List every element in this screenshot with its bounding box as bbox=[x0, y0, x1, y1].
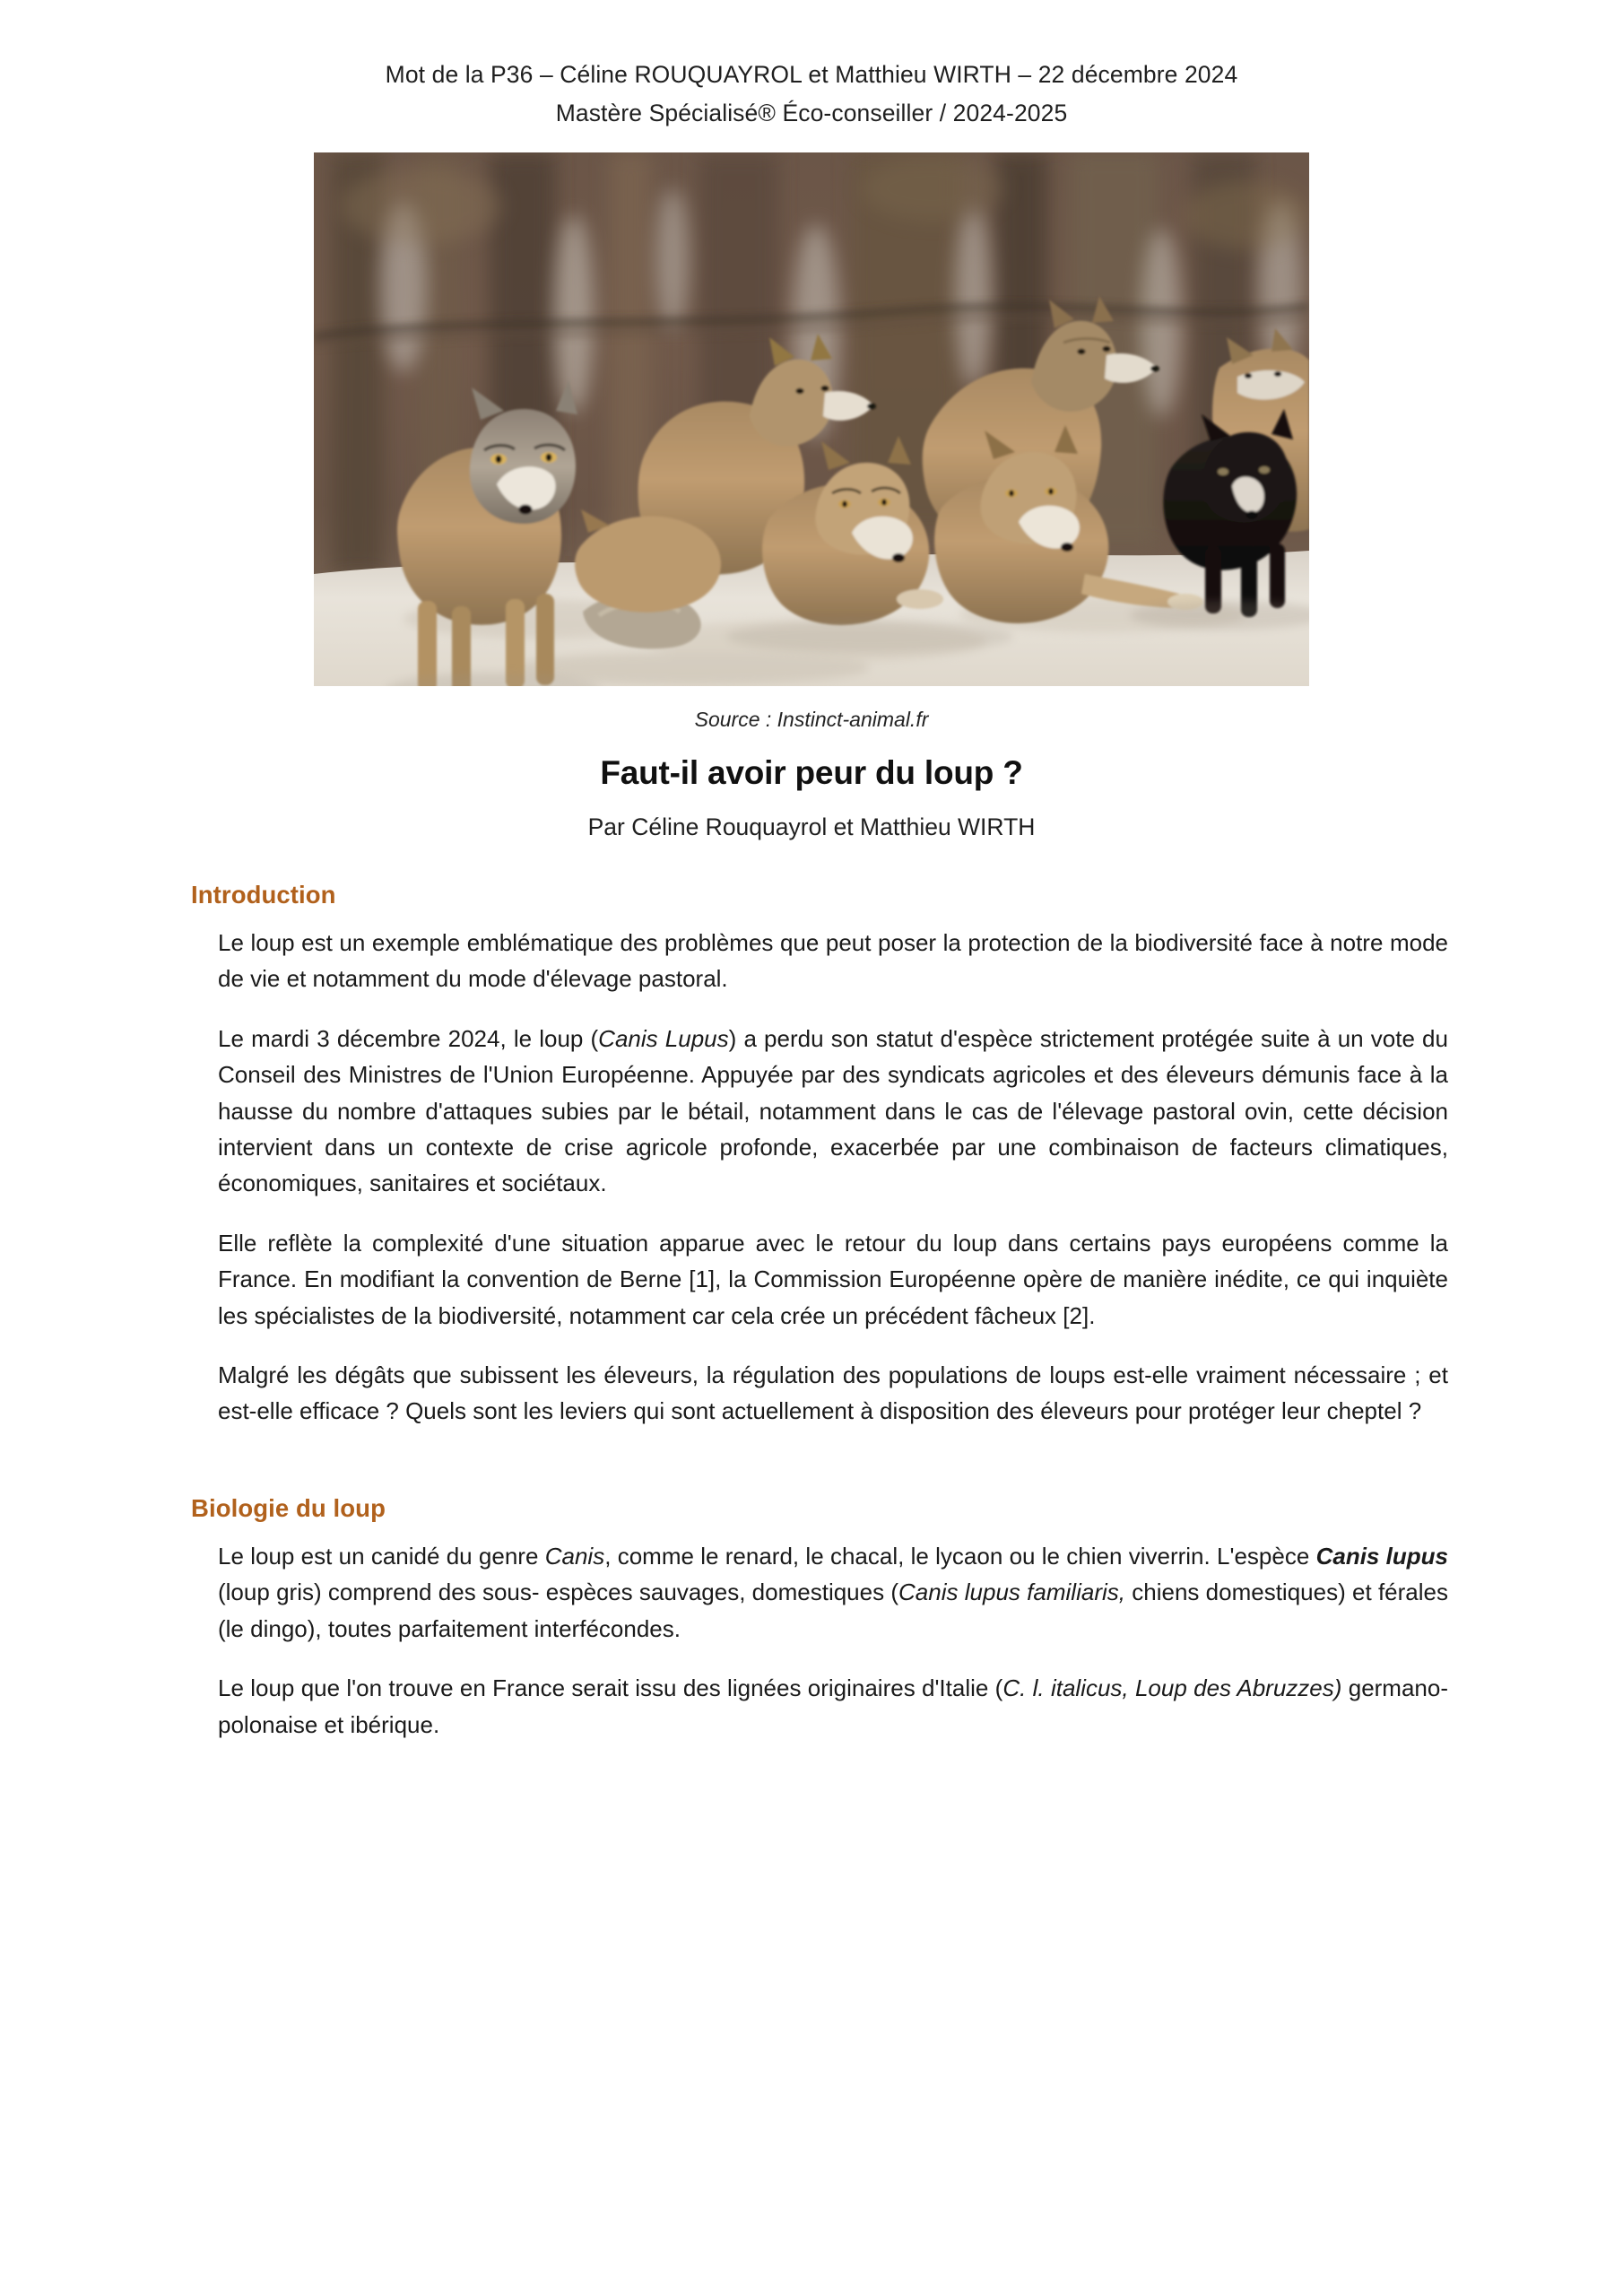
italic-run: Canis bbox=[544, 1542, 605, 1570]
header-line-authors-date: Mot de la P36 – Céline ROUQUAYROL et Matthieu WIRTH – 22 décembre 2024 bbox=[385, 61, 1238, 88]
wolf-pack-illustration bbox=[314, 152, 1309, 686]
text-run: Le loup est un canidé du genre bbox=[218, 1542, 545, 1570]
bold-italic-run: Canis lupus bbox=[1315, 1542, 1448, 1570]
text-run: Elle reflète la complexité d'une situation apparue avec le retour du loup dans certains pays européens comme la France. En modifiant la convention de Berne [1], la Commission Européenne opère de manière inédite, ce qui inquiète les spécialistes de la biodiversité, notamment car cela crée un précédent fâcheux [2]. bbox=[218, 1229, 1448, 1329]
paragraph-bio-2 bbox=[218, 1670, 1448, 1743]
figure-block bbox=[0, 152, 1623, 732]
text-run: Le mardi 3 décembre 2024, le loup ( bbox=[218, 1024, 599, 1052]
text-run: , comme le renard, le chacal, le lycaon ou le chien viverrin. L'espèce bbox=[604, 1542, 1316, 1570]
header-line-program: Mastère Spécialisé® Éco-conseiller / 2024-2025 bbox=[555, 99, 1068, 126]
paragraph-intro-2 bbox=[218, 1021, 1448, 1202]
document-header bbox=[0, 0, 1623, 133]
figure-caption: Source : Instinct-animal.fr bbox=[694, 707, 929, 731]
section-heading-biologie: Biologie du loup bbox=[191, 1493, 386, 1522]
section-introduction bbox=[191, 881, 1448, 1430]
page-title: Faut-il avoir peur du loup ? bbox=[600, 753, 1023, 791]
italic-run: Canis lupus familiaris, bbox=[898, 1578, 1125, 1606]
paragraph-bio-1 bbox=[218, 1538, 1448, 1647]
text-run: germano-polonaise et ibérique. bbox=[218, 1674, 1449, 1738]
text-run: Le loup est un exemple emblématique des problèmes que peut poser la protection de la biodiversité face à notre mode de vie et notamment du mode d'élevage pastoral. bbox=[218, 928, 1448, 993]
wolf-pack-photo bbox=[314, 152, 1309, 686]
text-run: chiens domestiques) et férales (le dingo), toutes parfaitement interfécondes. bbox=[218, 1578, 1448, 1642]
byline: Par Céline Rouquayrol et Matthieu WIRTH bbox=[587, 813, 1036, 840]
italic-run: C. l. italicus, Loup des Abruzzes) bbox=[1002, 1674, 1342, 1702]
paragraph-intro-4 bbox=[218, 1357, 1448, 1430]
text-run: Le loup que l'on trouve en France serait issu des lignées originaires d'Italie ( bbox=[218, 1674, 1003, 1702]
section-body-biologie bbox=[218, 1538, 1448, 1743]
section-heading-introduction: Introduction bbox=[191, 880, 336, 909]
section-body-introduction bbox=[218, 925, 1448, 1430]
section-spacer bbox=[191, 1430, 1448, 1494]
italic-run: Canis Lupus bbox=[598, 1024, 729, 1052]
text-run: ) a perdu son statut d'espèce strictement protégée suite à un vote du Conseil des Ministres de l'Union Européenne. Appuyée par des syndicats agricoles et des éleveurs démunis face à la hausse du nombre d'attaques subies par le bétail, notamment dans le cas de l'élevage pastoral ovin, cette décision intervient dans un contexte de crise agricole profonde, exacerbée par une combinaison de facteurs climatiques, économiques, sanitaires et sociétaux. bbox=[218, 1024, 1448, 1197]
section-biologie-du-loup bbox=[191, 1494, 1448, 1743]
paragraph-intro-1 bbox=[218, 925, 1448, 997]
text-run: (loup gris) comprend des sous- espèces sauvages, domestiques ( bbox=[218, 1578, 899, 1606]
document-body bbox=[0, 881, 1623, 1743]
paragraph-intro-3 bbox=[218, 1225, 1448, 1334]
text-run: Malgré les dégâts que subissent les éleveurs, la régulation des populations de loups est-elle vraiment nécessaire ; et est-elle efficace ? Quels sont les leviers qui sont actuellement à disposition des éleveurs pour protéger leur cheptel ? bbox=[218, 1361, 1448, 1425]
